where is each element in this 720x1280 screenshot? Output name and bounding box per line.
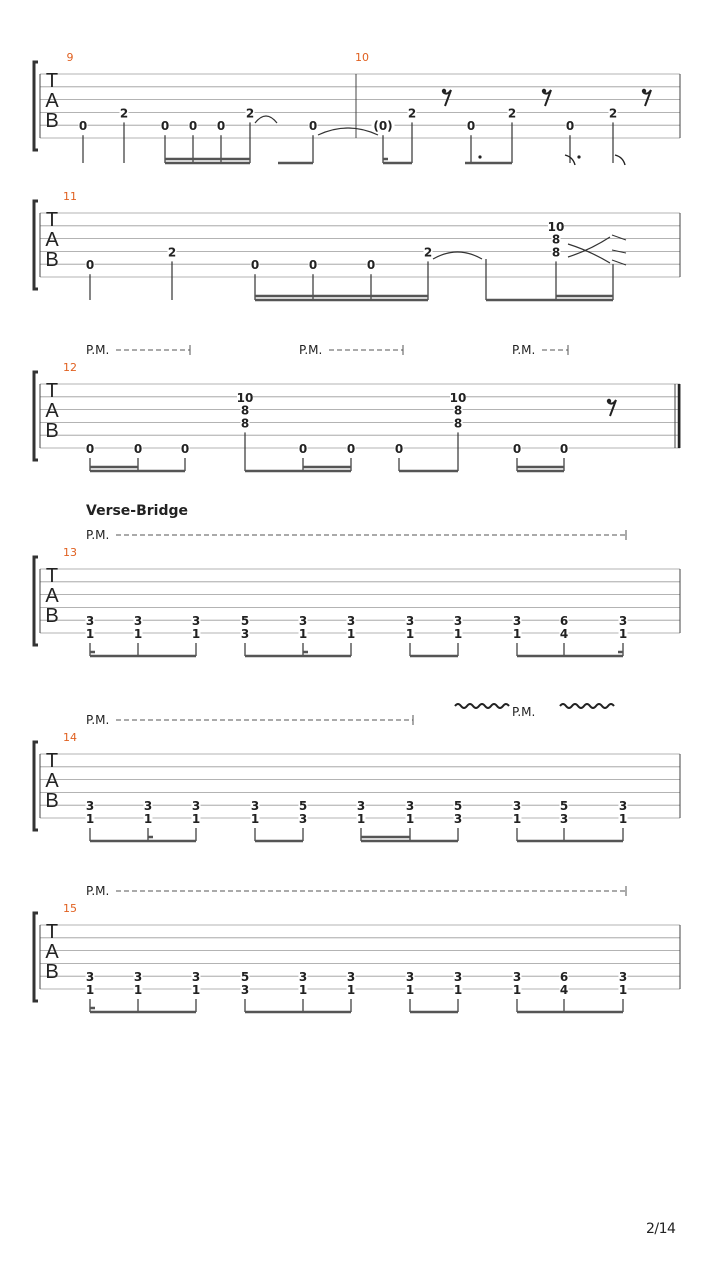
page-number: 2/14 <box>646 1221 676 1237</box>
fret-number: 3 <box>133 970 143 985</box>
fret-number: 1 <box>298 983 308 997</box>
tab-clef-letter: A <box>45 229 59 251</box>
fret-number: 1 <box>512 812 522 826</box>
tab-clef-letter: T <box>45 750 59 772</box>
fret-number: 0 <box>565 119 575 134</box>
fret-number: 1 <box>512 627 522 641</box>
tab-clef-letter: B <box>45 110 59 132</box>
fret-number: 3 <box>453 970 463 985</box>
fret-number: 3 <box>618 970 628 985</box>
dot <box>577 155 580 158</box>
fret-number: 2 <box>423 245 433 260</box>
tab-clef-letter: T <box>45 209 59 231</box>
fret-number: 1 <box>405 983 415 997</box>
tab-clef-letter: A <box>45 941 59 963</box>
fret-number: 3 <box>559 812 569 826</box>
fret-number: 1 <box>85 983 95 997</box>
fret-number: 3 <box>191 970 201 985</box>
fret-number: (0) <box>373 119 393 134</box>
fret-number: 0 <box>78 119 88 134</box>
fret-number: 3 <box>133 614 143 629</box>
fret-number: 1 <box>512 983 522 997</box>
fret-number: 0 <box>308 258 318 273</box>
fret-number: 8 <box>240 403 250 418</box>
tab-clef-letter: T <box>45 380 59 402</box>
fret-number: 6 <box>559 614 569 629</box>
tab-clef-letter: T <box>45 921 59 943</box>
measure-number: 14 <box>63 731 77 744</box>
fret-number: 2 <box>245 106 255 121</box>
fret-number: 8 <box>551 232 561 247</box>
measure-number: 15 <box>63 902 77 915</box>
fret-number: 1 <box>405 812 415 826</box>
palm-mute-label: P.M. <box>86 528 110 542</box>
fret-number: 0 <box>85 258 95 273</box>
slur <box>568 237 610 257</box>
tab-clef-letter: B <box>45 420 59 442</box>
tie <box>255 116 277 123</box>
measure-number: 9 <box>66 51 74 64</box>
fret-number: 3 <box>512 970 522 985</box>
fret-number: 3 <box>405 970 415 985</box>
tie <box>318 128 378 135</box>
fret-number: 0 <box>85 442 95 456</box>
fret-number: 3 <box>191 614 201 629</box>
fret-number: 2 <box>507 106 517 121</box>
fret-number: 3 <box>346 614 356 629</box>
fret-number: 1 <box>618 983 628 997</box>
tab-clef-letter: A <box>45 585 59 607</box>
fret-number: 1 <box>405 627 415 641</box>
fret-number: 3 <box>405 614 415 629</box>
fret-number: 0 <box>559 442 569 456</box>
fret-number: 1 <box>85 627 95 641</box>
vibrato-icon <box>560 704 614 708</box>
fret-number: 10 <box>236 390 254 405</box>
fret-number: 1 <box>298 627 308 641</box>
fret-number: 3 <box>298 812 308 826</box>
fret-number: 3 <box>405 799 415 814</box>
fret-number: 0 <box>298 442 308 456</box>
flag <box>615 155 625 165</box>
sixteenth-rest <box>442 89 446 93</box>
measure-number: 11 <box>63 190 77 203</box>
sixteenth-rest <box>542 89 546 93</box>
system-bracket <box>34 201 38 289</box>
section-label: Verse-Bridge <box>86 503 189 519</box>
fret-number: 1 <box>346 983 356 997</box>
fret-number: 0 <box>394 442 404 456</box>
fret-number: 0 <box>188 119 198 134</box>
system-bracket <box>34 913 38 1001</box>
tie <box>433 252 482 259</box>
palm-mute-label: P.M. <box>512 705 536 719</box>
eighth-rest <box>607 399 611 403</box>
fret-number: 3 <box>298 614 308 629</box>
fret-number: 1 <box>191 812 201 826</box>
fret-number: 1 <box>356 812 366 826</box>
fret-number: 8 <box>240 416 250 431</box>
fret-number: 2 <box>119 106 129 121</box>
fret-number: 1 <box>250 812 260 826</box>
fret-number: 3 <box>240 627 250 641</box>
fret-number: 3 <box>453 614 463 629</box>
fret-number: 0 <box>466 119 476 134</box>
fret-number: 8 <box>453 416 463 431</box>
fret-number: 5 <box>240 614 250 629</box>
fret-number: 1 <box>191 627 201 641</box>
palm-mute-label: P.M. <box>299 343 323 357</box>
system-bracket <box>34 62 38 150</box>
fret-number: 1 <box>133 983 143 997</box>
fret-number: 3 <box>143 799 153 814</box>
fret-number: 0 <box>180 442 190 456</box>
tab-clef-letter: A <box>45 770 59 792</box>
sixteenth-rest <box>642 89 646 93</box>
fret-number: 1 <box>453 983 463 997</box>
fret-number: 3 <box>85 970 95 985</box>
fret-number: 3 <box>298 970 308 985</box>
fret-number: 8 <box>551 245 561 260</box>
fret-number: 0 <box>366 258 376 273</box>
fret-number: 0 <box>160 119 170 134</box>
fret-number: 0 <box>512 442 522 456</box>
fret-number: 3 <box>85 614 95 629</box>
fret-number: 1 <box>85 812 95 826</box>
fret-number: 1 <box>453 627 463 641</box>
measure-number: 10 <box>355 51 369 64</box>
fret-number: 5 <box>453 799 463 814</box>
palm-mute-label: P.M. <box>512 343 536 357</box>
fret-number: 1 <box>346 627 356 641</box>
tab-clef-letter: B <box>45 790 59 812</box>
fret-number: 1 <box>191 983 201 997</box>
tab-clef-letter: B <box>45 961 59 983</box>
vibrato-icon <box>455 704 509 708</box>
fret-number: 0 <box>216 119 226 134</box>
fret-number: 6 <box>559 970 569 985</box>
fret-number: 2 <box>167 245 177 260</box>
fret-number: 3 <box>512 614 522 629</box>
tab-clef-letter: B <box>45 249 59 271</box>
slide-mark <box>612 235 626 240</box>
fret-number: 1 <box>618 627 628 641</box>
palm-mute-label: P.M. <box>86 713 110 727</box>
tab-clef-letter: A <box>45 90 59 112</box>
system-bracket <box>34 742 38 830</box>
system-bracket <box>34 372 38 460</box>
fret-number: 3 <box>618 799 628 814</box>
fret-number: 5 <box>240 970 250 985</box>
fret-number: 0 <box>308 119 318 134</box>
dot <box>478 155 481 158</box>
fret-number: 4 <box>559 627 569 641</box>
fret-number: 3 <box>356 799 366 814</box>
fret-number: 0 <box>250 258 260 273</box>
fret-number: 10 <box>449 390 467 405</box>
fret-number: 2 <box>608 106 618 121</box>
system-bracket <box>34 557 38 645</box>
fret-number: 8 <box>453 403 463 418</box>
fret-number: 3 <box>240 983 250 997</box>
fret-number: 3 <box>191 799 201 814</box>
tab-clef-letter: B <box>45 605 59 627</box>
fret-number: 3 <box>250 799 260 814</box>
fret-number: 1 <box>143 812 153 826</box>
fret-number: 4 <box>559 983 569 997</box>
fret-number: 3 <box>346 970 356 985</box>
fret-number: 3 <box>85 799 95 814</box>
fret-number: 3 <box>618 614 628 629</box>
fret-number: 10 <box>547 219 565 234</box>
slur <box>568 244 610 263</box>
fret-number: 0 <box>346 442 356 456</box>
fret-number: 1 <box>618 812 628 826</box>
palm-mute-label: P.M. <box>86 343 110 357</box>
measure-number: 12 <box>63 361 77 374</box>
measure-number: 13 <box>63 546 77 559</box>
fret-number: 3 <box>512 799 522 814</box>
fret-number: 1 <box>133 627 143 641</box>
tab-clef-letter: T <box>45 565 59 587</box>
tab-clef-letter: A <box>45 400 59 422</box>
palm-mute-label: P.M. <box>86 884 110 898</box>
fret-number: 5 <box>559 799 569 814</box>
fret-number: 5 <box>298 799 308 814</box>
fret-number: 2 <box>407 106 417 121</box>
tab-clef-letter: T <box>45 70 59 92</box>
fret-number: 3 <box>453 812 463 826</box>
fret-number: 0 <box>133 442 143 456</box>
